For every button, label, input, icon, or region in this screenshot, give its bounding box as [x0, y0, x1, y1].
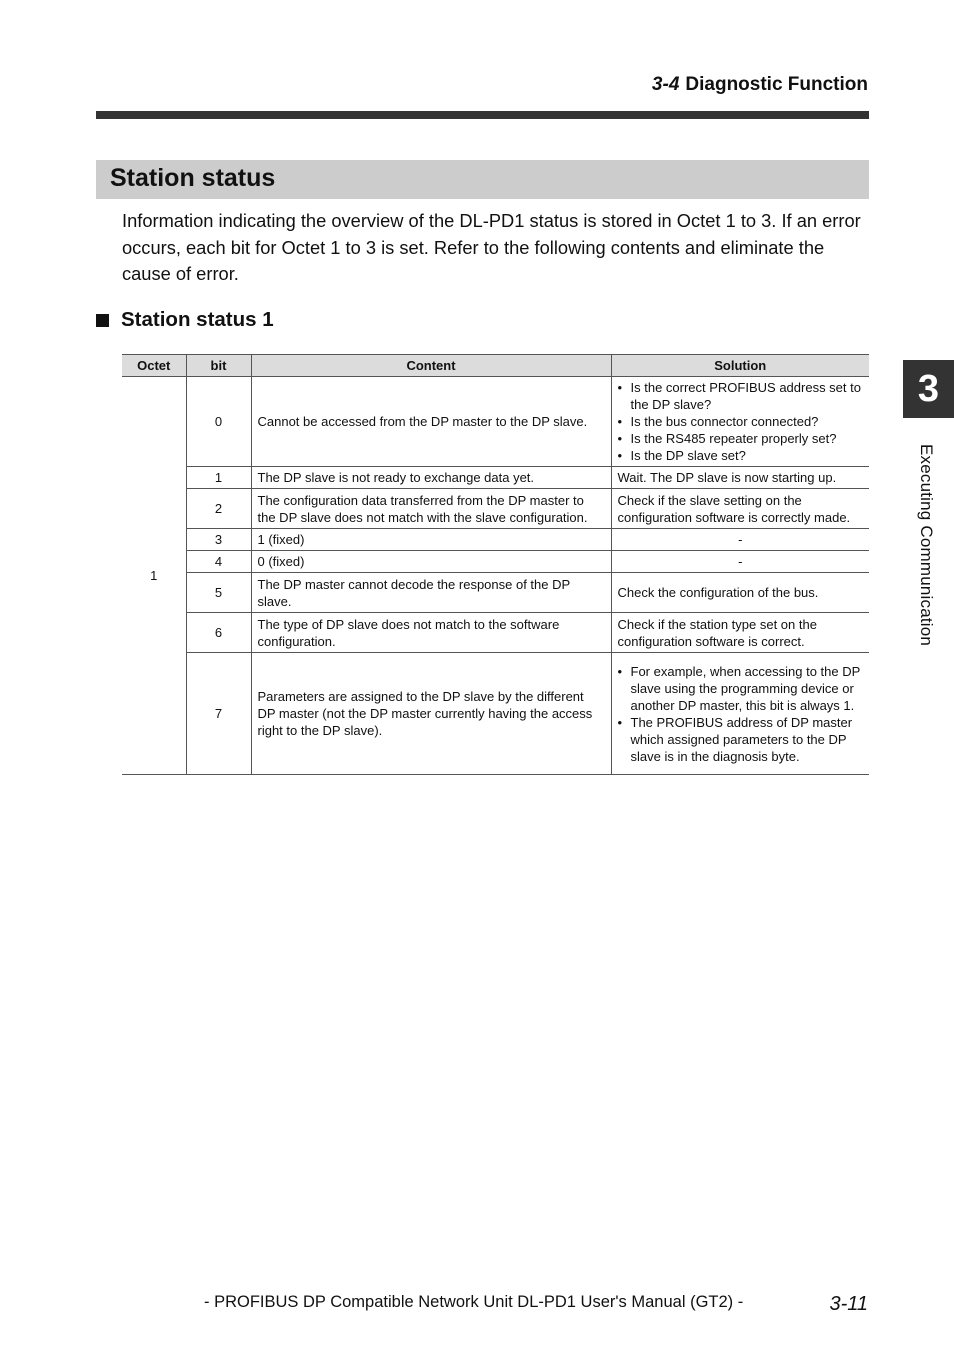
- bit-cell: 0: [186, 377, 251, 467]
- table-row: [122, 551, 869, 573]
- content-cell: 1 (fixed): [251, 529, 611, 551]
- solution-list: [618, 379, 864, 464]
- solution-item: • Is the DP slave set?: [618, 447, 864, 464]
- footer-manual-title: - PROFIBUS DP Compatible Network Unit DL-PD1 User's Manual (GT2) -: [204, 1293, 744, 1311]
- solution-cell: Check if the slave setting on the configuration software is correctly made.: [611, 489, 869, 529]
- table-row: [122, 377, 869, 467]
- table-row: [122, 653, 869, 775]
- bit-cell: 3: [186, 529, 251, 551]
- station-status-table: [122, 354, 869, 775]
- solution-cell: Check the configuration of the bus.: [611, 573, 869, 613]
- bit-cell: 6: [186, 613, 251, 653]
- chapter-tab: 3: [903, 360, 954, 418]
- column-header-bit: bit: [186, 355, 251, 377]
- table-row: [122, 613, 869, 653]
- table-row: [122, 529, 869, 551]
- column-header-solution: Solution: [611, 355, 869, 377]
- content-cell: Parameters are assigned to the DP slave by the different DP master (not the DP master currently having the access right to the DP slave).: [251, 653, 611, 775]
- section-intro: Information indicating the overview of the DL-PD1 status is stored in Octet 1 to 3. If an error occurs, each bit for Octet 1 to 3 is set. Refer to the following contents and eliminate the cause of error.: [122, 210, 861, 284]
- octet-cell: 1: [122, 377, 186, 775]
- subsection-title: Station status 1: [121, 308, 274, 331]
- header-rule: [96, 111, 869, 119]
- solution-item: • For example, when accessing to the DP slave using the programming device or another DP master, this bit is always 1.: [618, 663, 864, 714]
- solution-item: • Is the correct PROFIBUS address set to the DP slave?: [618, 379, 864, 413]
- header-section-title: Diagnostic Function: [685, 74, 868, 95]
- column-header-octet: Octet: [122, 355, 186, 377]
- subsection-heading: [96, 308, 274, 332]
- content-cell: 0 (fixed): [251, 551, 611, 573]
- chapter-label: Executing Communication: [917, 444, 936, 647]
- solution-cell: Wait. The DP slave is now starting up.: [611, 467, 869, 489]
- bit-cell: 2: [186, 489, 251, 529]
- content-cell: Cannot be accessed from the DP master to the DP slave.: [251, 377, 611, 467]
- solution-cell: -: [611, 551, 869, 573]
- solution-cell: -: [611, 529, 869, 551]
- section-banner: [96, 160, 869, 199]
- solution-cell: [611, 377, 869, 467]
- solution-item: • Is the bus connector connected?: [618, 413, 864, 430]
- table-header-row: [122, 355, 869, 377]
- content-cell: The DP master cannot decode the response of the DP slave.: [251, 573, 611, 613]
- square-bullet-icon: [96, 314, 109, 327]
- table-row: [122, 467, 869, 489]
- bit-cell: 1: [186, 467, 251, 489]
- column-header-content: Content: [251, 355, 611, 377]
- table-row: [122, 573, 869, 613]
- solution-item: • The PROFIBUS address of DP master which assigned parameters to the DP slave is in the diagnosis byte.: [618, 714, 864, 765]
- table-row: [122, 489, 869, 529]
- section-title: Station status: [110, 164, 276, 192]
- content-cell: The DP slave is not ready to exchange data yet.: [251, 467, 611, 489]
- content-cell: The type of DP slave does not match to the software configuration.: [251, 613, 611, 653]
- bit-cell: 7: [186, 653, 251, 775]
- solution-cell: [611, 653, 869, 775]
- bit-cell: 5: [186, 573, 251, 613]
- solution-cell: Check if the station type set on the configuration software is correct.: [611, 613, 869, 653]
- solution-item: • Is the RS485 repeater properly set?: [618, 430, 864, 447]
- solution-list: [618, 663, 864, 765]
- header-section-number: 3-4: [651, 74, 680, 95]
- content-cell: The configuration data transferred from the DP master to the DP slave does not match with the slave configuration.: [251, 489, 611, 529]
- bit-cell: 4: [186, 551, 251, 573]
- running-header: [652, 74, 868, 96]
- page-number: 3-11: [829, 1293, 868, 1315]
